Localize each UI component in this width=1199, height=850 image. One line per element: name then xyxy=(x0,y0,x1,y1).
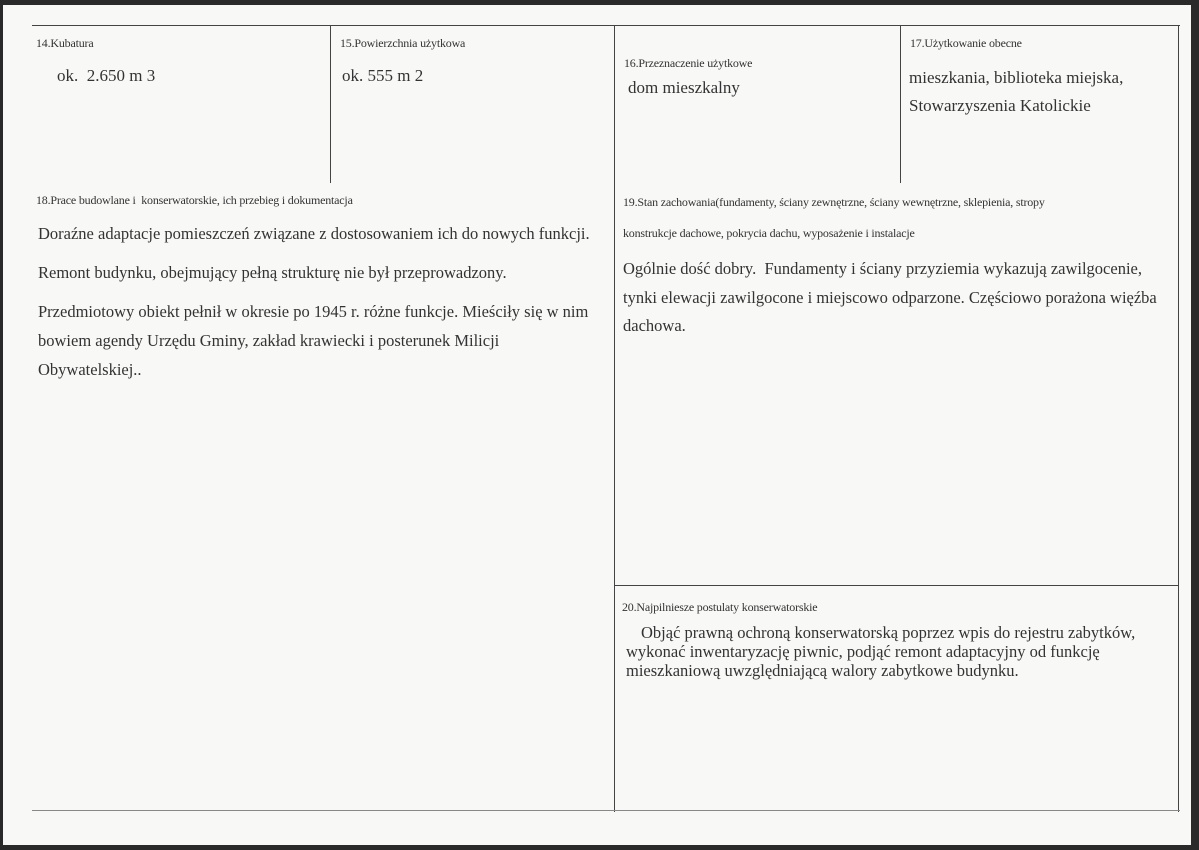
section-18-line: Przedmiotowy obiekt pełnił w okresie po 1945 r. różne funkcje. Mieściły się w nim xyxy=(38,302,589,321)
section-14-value: ok. 2.650 m 3 xyxy=(57,66,156,85)
section-17-line: Stowarzyszenia Katolickie xyxy=(909,96,1091,115)
document-page xyxy=(3,5,1191,845)
section-20-line: Objąć prawną ochroną konserwatorską poprzez wpis do rejestru zabytków, xyxy=(641,623,1136,642)
section-14-label: 14.Kubatura xyxy=(36,36,94,50)
section-18-line: Doraźne adaptacje pomieszczeń związane z dostosowaniem ich do nowych funkcji. xyxy=(38,224,590,243)
section-20-label: 20.Najpilniesze postulaty konserwatorskie xyxy=(622,600,818,614)
section-15-value: ok. 555 m 2 xyxy=(342,66,424,85)
divider xyxy=(330,25,331,183)
section-19-line: dachowa. xyxy=(623,316,686,335)
divider xyxy=(1178,25,1179,812)
section-17-line: mieszkania, biblioteka miejska, xyxy=(909,68,1124,87)
section-19-label: 19.Stan zachowania(fundamenty, ściany zewnętrzne, ściany wewnętrzne, sklepienia, stropy xyxy=(623,195,1045,209)
section-15-label: 15.Powierzchnia użytkowa xyxy=(340,36,466,50)
section-19-label: konstrukcje dachowe, pokrycia dachu, wyposażenie i instalacje xyxy=(623,226,915,240)
section-20-line: mieszkaniową uwzględniającą walory zabytkowe budynku. xyxy=(626,661,1019,680)
section-18-line: bowiem agendy Urzędu Gminy, zakład krawiecki i posterunek Milicji xyxy=(38,331,500,350)
top-rule xyxy=(32,25,1180,26)
section-18-line: Remont budynku, obejmujący pełną strukturę nie był przeprowadzony. xyxy=(38,263,507,282)
bottom-rule xyxy=(32,810,1180,811)
section-20-line: wykonać inwentaryzację piwnic, podjąć remont adaptacyjny od funkcję xyxy=(626,642,1100,661)
section-17-label: 17.Użytkowanie obecne xyxy=(910,36,1022,50)
section-19-line: tynki elewacji zawilgocone i miejscowo odparzone. Częściowo porażona więźba xyxy=(623,288,1157,307)
section-18-line: Obywatelskiej.. xyxy=(38,360,142,379)
divider xyxy=(614,585,1179,586)
section-16-label: 16.Przeznaczenie użytkowe xyxy=(624,56,753,70)
section-19-line: Ogólnie dość dobry. Fundamenty i ściany przyziemia wykazują zawilgocenie, xyxy=(623,259,1142,278)
section-18-label: 18.Prace budowlane i konserwatorskie, ich przebieg i dokumentacja xyxy=(36,193,353,207)
divider xyxy=(614,25,615,812)
divider xyxy=(900,25,901,183)
section-16-value: dom mieszkalny xyxy=(628,78,740,97)
